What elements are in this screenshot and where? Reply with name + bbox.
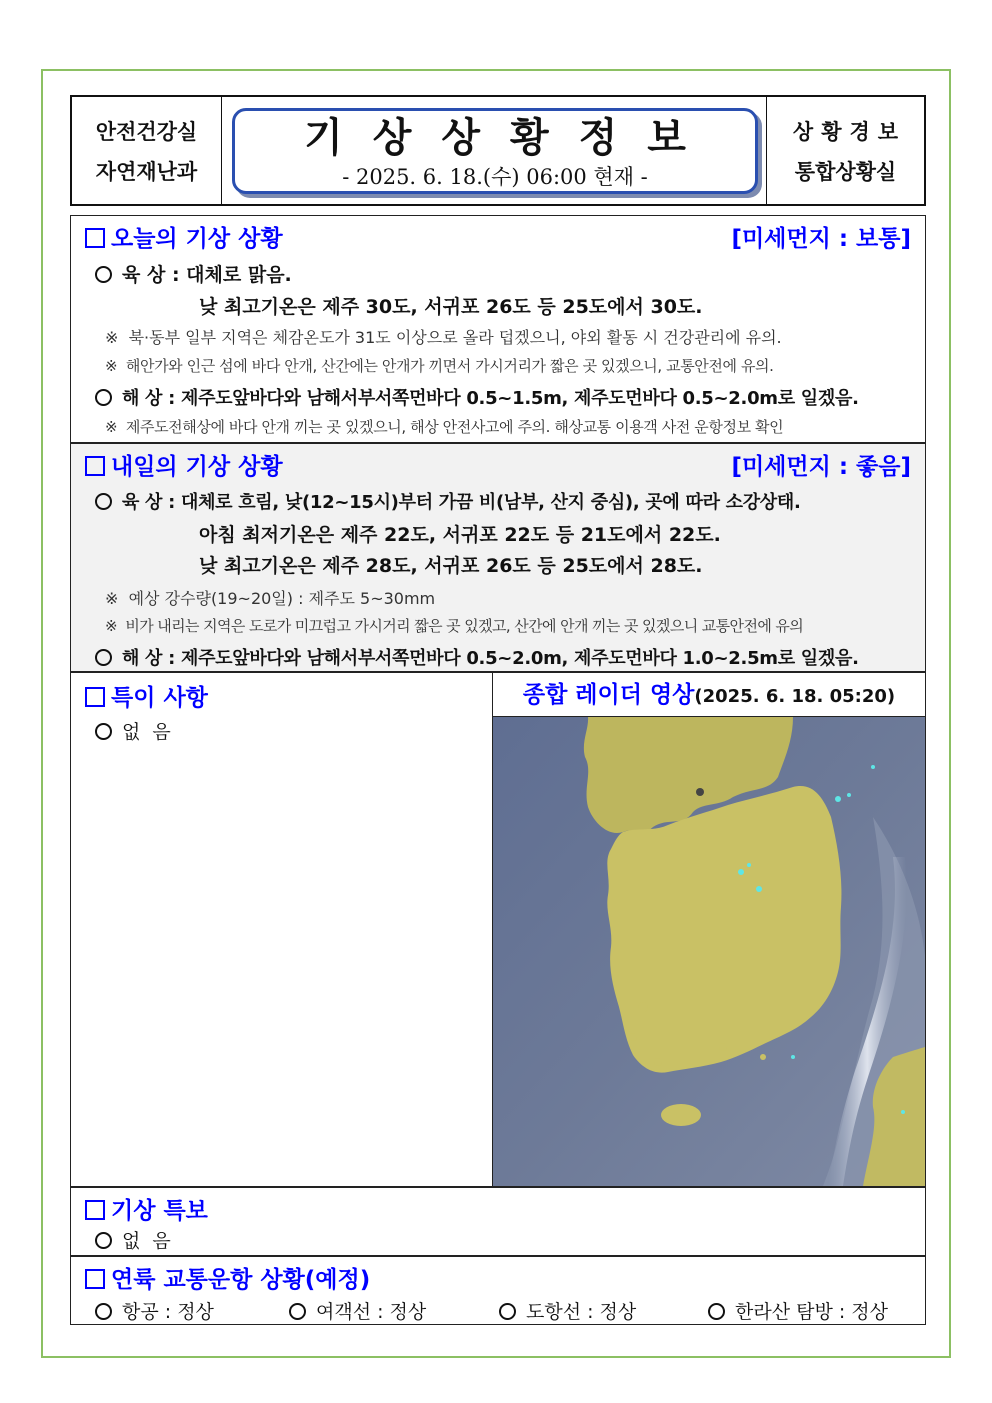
tomorrow-land-line3: 낮 최고기온은 제주 28도, 서귀포 26도 등 25도에서 28도. xyxy=(199,555,703,577)
island xyxy=(629,1033,637,1041)
radar-map-graphic xyxy=(493,717,925,1186)
special-value: 없 음 xyxy=(122,721,171,743)
today-note2-text: 해안가와 인근 섬에 바다 안개, 산간에는 안개가 끼면서 가시거리가 짧은 곳 있겠으니, 교통안전에 유의. xyxy=(125,357,774,375)
tomorrow-note2: ※ 비가 내리는 지역은 도로가 미끄럽고 가시거리 짧은 곳 있겠고, 산간에 안개 끼는 곳 있겠으니 교통안전에 유의 xyxy=(105,617,804,635)
today-title-text: 오늘의 기상 상황 xyxy=(111,226,283,252)
traffic-hallasan-status: 한라산 탐방 : 정상 xyxy=(735,1301,888,1323)
island xyxy=(654,1058,662,1066)
department-line1: 안전건강실 xyxy=(95,119,198,144)
office-line2: 통합상황실 xyxy=(794,159,897,184)
circle-bullet-icon xyxy=(95,1232,112,1249)
today-land-line1: 대체로 맑음. xyxy=(186,264,292,286)
traffic-item-airline xyxy=(95,1297,214,1324)
checkbox-icon xyxy=(85,1269,105,1289)
header xyxy=(70,95,926,206)
office-line1: 상황경보 xyxy=(792,119,907,144)
circle-bullet-icon xyxy=(95,493,112,510)
tomorrow-land-line1: 대체로 흐림, 낮(12~15시)부터 가끔 비(남부, 산지 중심), 곳에 따라 소강상태. xyxy=(180,492,801,513)
radar-echo xyxy=(791,1055,795,1059)
tomorrow-land-line2: 아침 최저기온은 제주 22도, 서귀포 22도 등 21도에서 22도. xyxy=(199,524,721,546)
radar-panel xyxy=(493,673,925,1186)
tomorrow-fine-dust: [미세먼지 : 좋음] xyxy=(731,454,911,480)
today-note2: ※ 해안가와 인근 섬에 바다 안개, 산간에는 안개가 끼면서 가시거리가 짧은 곳 있겠으니, 교통안전에 유의. xyxy=(105,357,774,375)
traffic-item-ferry xyxy=(289,1297,426,1324)
checkbox-icon xyxy=(85,687,105,707)
tomorrow-weather-section xyxy=(70,443,926,672)
today-sea-row xyxy=(95,384,859,410)
department-block xyxy=(72,97,222,204)
radar-title xyxy=(493,673,925,717)
today-weather-section xyxy=(70,215,926,443)
warning-section-title xyxy=(85,1192,208,1225)
circle-bullet-icon xyxy=(95,266,112,283)
page-title: 기상상황정보 xyxy=(304,115,716,161)
radar-echo xyxy=(738,869,744,875)
tomorrow-note1: ※ 예상 강수량(19~20일) : 제주도 5~30mm xyxy=(105,589,436,608)
radar-site-marker xyxy=(696,788,704,796)
today-sea-label: 해 상 : xyxy=(122,388,176,409)
warning-value-row xyxy=(95,1226,171,1253)
tomorrow-note1-text: 예상 강수량(19~20일) : 제주도 5~30mm xyxy=(128,589,436,608)
today-note3: ※ 제주도전해상에 바다 안개 끼는 곳 있겠으니, 해상 안전사고에 주의. 해상교통 이용객 사전 운항정보 확인 xyxy=(105,418,784,436)
tomorrow-note2-text: 비가 내리는 지역은 도로가 미끄럽고 가시거리 짧은 곳 있겠고, 산간에 안개 끼는 곳 있겠으니 교통안전에 유의 xyxy=(125,617,804,635)
traffic-item-island-ferry xyxy=(499,1297,636,1324)
circle-bullet-icon xyxy=(499,1303,516,1320)
tomorrow-land-label: 육 상 : xyxy=(122,492,176,513)
circle-bullet-icon xyxy=(95,389,112,406)
tomorrow-land-row xyxy=(95,488,801,514)
today-land-line2: 낮 최고기온은 제주 30도, 서귀포 26도 등 25도에서 30도. xyxy=(199,296,703,318)
radar-date: (2025. 6. 18. 05:20) xyxy=(694,686,896,707)
traffic-island-ferry-status: 도항선 : 정상 xyxy=(526,1301,637,1323)
warning-value: 없 음 xyxy=(122,1230,171,1252)
tomorrow-section-title xyxy=(85,448,283,481)
department-line2: 자연재난과 xyxy=(95,159,198,184)
traffic-section-title xyxy=(85,1261,370,1294)
checkbox-icon xyxy=(85,228,105,248)
tomorrow-sea-line: 제주도앞바다와 남해서부서쪽먼바다 0.5~2.0m, 제주도먼바다 1.0~2.5m로 일겠음. xyxy=(180,648,859,669)
checkbox-icon xyxy=(85,1200,105,1220)
office-block xyxy=(766,97,924,204)
special-notes-panel xyxy=(71,673,493,1186)
checkbox-icon xyxy=(85,456,105,476)
island xyxy=(760,1054,766,1060)
today-section-title xyxy=(85,220,283,253)
radar-echo xyxy=(871,765,875,769)
radar-image xyxy=(493,717,925,1186)
today-land-label: 육 상 : xyxy=(122,264,180,286)
radar-echo xyxy=(747,863,751,867)
circle-bullet-icon xyxy=(95,1303,112,1320)
island xyxy=(638,1002,648,1012)
radar-echo xyxy=(847,793,851,797)
tomorrow-title-text: 내일의 기상 상황 xyxy=(111,454,283,480)
today-note1-text: 북·동부 일부 지역은 체감온도가 31도 이상으로 올라 덥겠으니, 야외 활동 시 건강관리에 유의. xyxy=(128,328,782,347)
traffic-title-text: 연륙 교통운항 상황(예정) xyxy=(111,1267,371,1293)
special-value-row xyxy=(95,717,171,744)
weather-warning-section xyxy=(70,1187,926,1256)
circle-bullet-icon xyxy=(289,1303,306,1320)
traffic-section xyxy=(70,1256,926,1325)
radar-title-text: 종합 레이더 영상 xyxy=(522,682,695,708)
radar-echo xyxy=(756,886,762,892)
island xyxy=(719,1043,727,1051)
jeju-island xyxy=(661,1104,701,1126)
tomorrow-sea-label: 해 상 : xyxy=(122,648,176,669)
special-and-radar-section xyxy=(70,672,926,1187)
today-fine-dust: [미세먼지 : 보통] xyxy=(731,226,911,252)
warning-title-text: 기상 특보 xyxy=(111,1198,208,1224)
report-datetime: - 2025. 6. 18.(수) 06:00 현재 - xyxy=(342,165,648,189)
traffic-item-hallasan xyxy=(708,1297,888,1324)
today-land-row xyxy=(95,260,292,287)
traffic-ferry-status: 여객선 : 정상 xyxy=(316,1301,427,1323)
traffic-airline-status: 항공 : 정상 xyxy=(122,1301,214,1323)
circle-bullet-icon xyxy=(708,1303,725,1320)
special-title-text: 특이 사항 xyxy=(111,685,208,711)
circle-bullet-icon xyxy=(95,649,112,666)
radar-echo xyxy=(901,1110,905,1114)
special-section-title xyxy=(85,679,208,712)
circle-bullet-icon xyxy=(95,723,112,740)
radar-echo xyxy=(835,796,841,802)
title-box xyxy=(232,108,758,194)
today-sea-line: 제주도앞바다와 남해서부서쪽먼바다 0.5~1.5m, 제주도먼바다 0.5~2.0m로 일겠음. xyxy=(180,388,859,409)
today-note3-text: 제주도전해상에 바다 안개 끼는 곳 있겠으니, 해상 안전사고에 주의. 해상교통 이용객 사전 운항정보 확인 xyxy=(125,418,784,436)
today-note1: ※ 북·동부 일부 지역은 체감온도가 31도 이상으로 올라 덥겠으니, 야외 활동 시 건강관리에 유의. xyxy=(105,328,782,347)
tomorrow-sea-row xyxy=(95,644,859,670)
